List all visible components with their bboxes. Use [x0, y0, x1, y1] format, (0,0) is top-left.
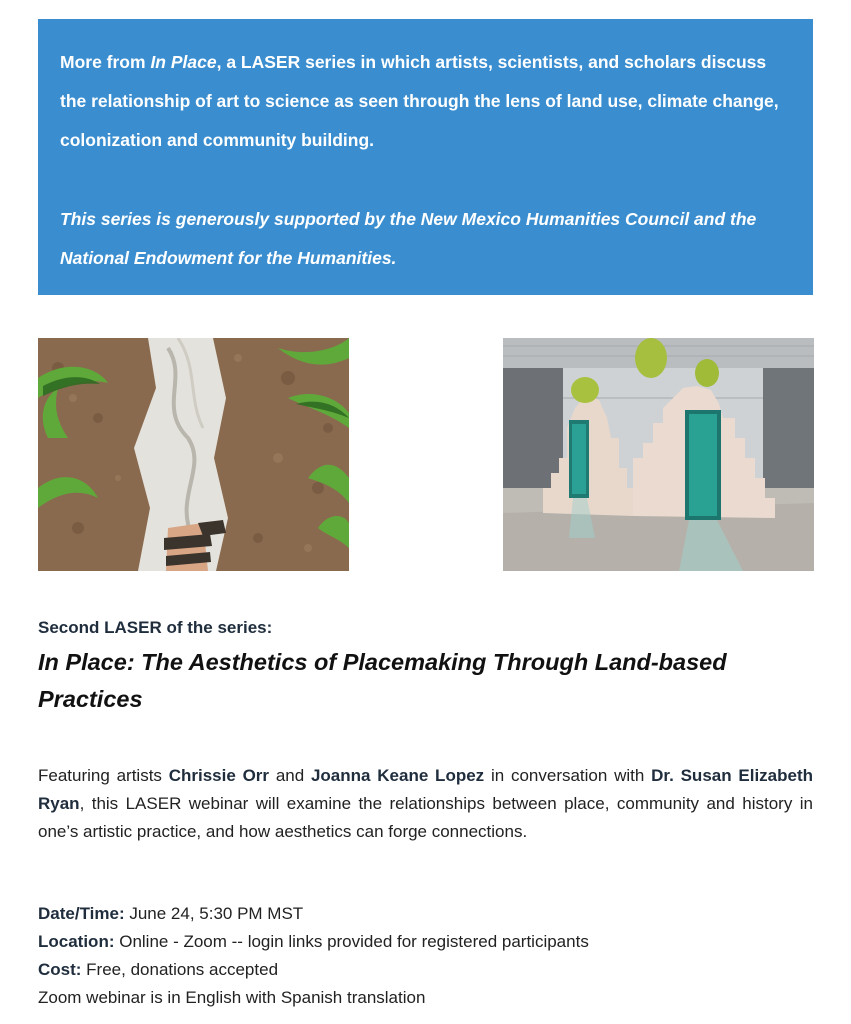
field-photo — [38, 338, 349, 571]
location-row — [38, 928, 813, 956]
location-value: Online - Zoom -- login links provided for registered participants — [114, 932, 589, 951]
banner-support: This series is generously supported by the New Mexico Humanities Council and the National Endowment for the Humanities. — [60, 209, 757, 268]
cost-label: Cost: — [38, 960, 82, 979]
event-description — [38, 762, 813, 846]
installation-photo — [503, 338, 814, 571]
banner-intro-prefix: More from — [60, 52, 151, 72]
series-banner — [38, 19, 813, 295]
cost-value: Free, donations accepted — [81, 960, 279, 979]
cost-row — [38, 956, 813, 984]
event-kicker: Second LASER of the series: — [38, 618, 273, 637]
datetime-label: Date/Time: — [38, 904, 125, 923]
location-label: Location: — [38, 932, 115, 951]
banner-intro-suffix: , a LASER series in which artists, scientists, and scholars discuss the relationship of art to science as seen through the lens of land use, climate change, colonization and community building. — [60, 52, 779, 150]
datetime-row — [38, 900, 813, 928]
installation-photo-illustration — [503, 338, 814, 571]
banner-intro — [60, 43, 791, 160]
artist-joanna-keane-lopez: Joanna Keane Lopez — [310, 766, 485, 785]
event-details — [38, 900, 813, 1012]
event-title: In Place: The Aesthetics of Placemaking Through Land-based Practices — [38, 649, 727, 712]
desc-part3: , this LASER webinar will examine the relationships between place, community and history in one’s artistic practice, and how aesthetics can forge connections. — [38, 794, 813, 841]
moderator-susan-ryan: Dr. Susan Elizabeth Ryan — [38, 766, 814, 813]
field-photo-illustration — [38, 338, 349, 571]
datetime-value: June 24, 5:30 PM MST — [124, 904, 304, 923]
desc-part1: Featuring artists — [38, 766, 169, 785]
artist-chrissie-orr: Chrissie Orr — [168, 766, 270, 785]
series-name: In Place — [150, 52, 217, 72]
desc-part2: in conversation with — [484, 766, 652, 785]
language-note: Zoom webinar is in English with Spanish translation — [38, 988, 426, 1007]
desc-and: and — [269, 766, 311, 785]
